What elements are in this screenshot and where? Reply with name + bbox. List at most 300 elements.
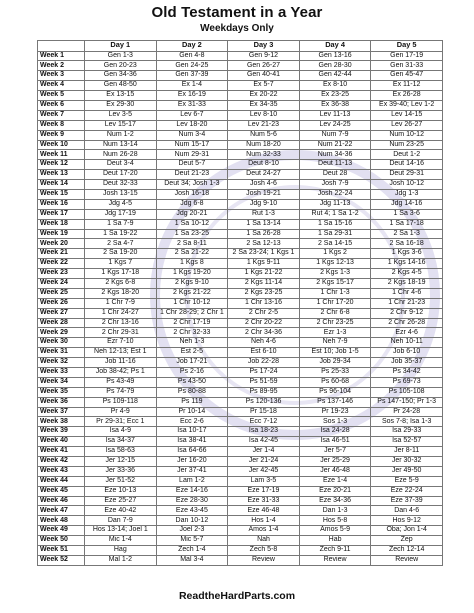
reading-cell-day-5: Ps 69-73: [371, 377, 443, 387]
reading-cell-day-4: Gen 28-30: [299, 61, 371, 71]
reading-cell-day-2: Lev 6-7: [156, 110, 228, 120]
reading-cell-day-4: Isa 24-28: [299, 427, 371, 437]
reading-cell-day-4: Ps 25-33: [299, 368, 371, 378]
reading-cell-day-3: Jer 21-24: [228, 457, 300, 467]
reading-cell-day-4: 2 Sa 14-15: [299, 239, 371, 249]
reading-cell-day-2: Isa 64-66: [156, 447, 228, 457]
week-label: Week 50: [38, 536, 85, 546]
week-label: Week 44: [38, 476, 85, 486]
reading-cell-day-4: Ps 60-68: [299, 377, 371, 387]
table-row: [38, 417, 443, 427]
reading-cell-day-3: 1 Sa 26-28: [228, 229, 300, 239]
reading-cell-day-5: Oba; Jon 1-4: [371, 526, 443, 536]
week-label: Week 22: [38, 259, 85, 269]
table-row: [38, 486, 443, 496]
reading-cell-day-5: Jer 8-11: [371, 447, 443, 457]
reading-cell-day-3: Rut 1-3: [228, 209, 300, 219]
reading-cell-day-1: Mal 1-2: [85, 555, 157, 565]
reading-cell-day-3: Josh 19-21: [228, 189, 300, 199]
reading-cell-day-5: Dan 4-6: [371, 506, 443, 516]
week-label: Week 29: [38, 328, 85, 338]
reading-cell-day-4: Job 29-34: [299, 358, 371, 368]
reading-cell-day-1: 1 Sa 19-22: [85, 229, 157, 239]
reading-cell-day-1: Josh 13-15: [85, 189, 157, 199]
header-day-2: Day 2: [156, 41, 228, 52]
reading-cell-day-2: Jdg 6-8: [156, 199, 228, 209]
reading-cell-day-1: Ps 74-79: [85, 387, 157, 397]
reading-cell-day-4: Rut 4; 1 Sa 1-2: [299, 209, 371, 219]
table-row: [38, 51, 443, 61]
reading-cell-day-5: Job 35-37: [371, 358, 443, 368]
table-row: [38, 170, 443, 180]
table-row: [38, 506, 443, 516]
reading-cell-day-5: Zep: [371, 536, 443, 546]
reading-cell-day-4: Num 21-22: [299, 140, 371, 150]
week-label: Week 15: [38, 189, 85, 199]
table-row: [38, 407, 443, 417]
reading-cell-day-4: Hos 5-8: [299, 516, 371, 526]
week-label: Week 32: [38, 358, 85, 368]
reading-cell-day-5: Num 10-12: [371, 130, 443, 140]
reading-cell-day-1: 1 Kgs 17-18: [85, 269, 157, 279]
week-label: Week 9: [38, 130, 85, 140]
reading-cell-day-3: Eze 46-48: [228, 506, 300, 516]
reading-cell-day-2: Mal 3-4: [156, 555, 228, 565]
table-row: [38, 358, 443, 368]
reading-cell-day-1: Pr 29-31; Ecc 1: [85, 417, 157, 427]
reading-cell-day-1: Ex 29-30: [85, 100, 157, 110]
reading-cell-day-2: Job 17-21: [156, 358, 228, 368]
reading-cell-day-5: Gen 45-47: [371, 71, 443, 81]
table-row: [38, 239, 443, 249]
table-row: [38, 278, 443, 288]
reading-cell-day-3: Est 6-10: [228, 348, 300, 358]
reading-cell-day-5: Neh 10-11: [371, 338, 443, 348]
week-label: Week 28: [38, 318, 85, 328]
reading-cell-day-3: 1 Kgs 21-22: [228, 269, 300, 279]
reading-cell-day-4: Josh 7-9: [299, 180, 371, 190]
table-row: [38, 397, 443, 407]
reading-cell-day-1: Jer 33-36: [85, 466, 157, 476]
page-title: Old Testament in a Year: [151, 4, 323, 21]
reading-cell-day-1: Isa 34-37: [85, 437, 157, 447]
reading-cell-day-3: Num 18-20: [228, 140, 300, 150]
reading-cell-day-1: Gen 34-36: [85, 71, 157, 81]
reading-cell-day-1: Num 1-2: [85, 130, 157, 140]
week-label: Week 3: [38, 71, 85, 81]
reading-cell-day-3: Gen 40-41: [228, 71, 300, 81]
reading-cell-day-2: Joel 2-3: [156, 526, 228, 536]
reading-cell-day-4: Hab: [299, 536, 371, 546]
reading-cell-day-5: 2 Sa 1-3: [371, 229, 443, 239]
reading-cell-day-2: Deut 21-23: [156, 170, 228, 180]
week-label: Week 48: [38, 516, 85, 526]
table-row: [38, 180, 443, 190]
reading-cell-day-3: 2 Kgs 11-14: [228, 278, 300, 288]
reading-cell-day-4: Isa 46-51: [299, 437, 371, 447]
table-row: [38, 91, 443, 101]
reading-cell-day-4: Zech 9-11: [299, 546, 371, 556]
reading-cell-day-2: Dan 10-12: [156, 516, 228, 526]
reading-cell-day-2: Lev 18-20: [156, 120, 228, 130]
reading-cell-day-3: Jer 42-45: [228, 466, 300, 476]
reading-cell-day-4: Lev 11-13: [299, 110, 371, 120]
table-row: [38, 377, 443, 387]
reading-cell-day-2: 1 Sa 10-12: [156, 219, 228, 229]
reading-cell-day-4: 1 Chr 17-20: [299, 298, 371, 308]
reading-cell-day-2: Num 29-31: [156, 150, 228, 160]
reading-cell-day-4: Jdg 11-13: [299, 199, 371, 209]
table-row: [38, 496, 443, 506]
reading-cell-day-3: Ex 20-22: [228, 91, 300, 101]
reading-cell-day-2: Deut 34; Josh 1-3: [156, 180, 228, 190]
reading-cell-day-4: Ex 8-10: [299, 81, 371, 91]
reading-cell-day-5: Ps 105-108: [371, 387, 443, 397]
reading-cell-day-3: Neh 4-6: [228, 338, 300, 348]
week-label: Week 25: [38, 288, 85, 298]
reading-cell-day-3: Lev 8-10: [228, 110, 300, 120]
reading-cell-day-5: Review: [371, 555, 443, 565]
reading-cell-day-4: Amos 5-9: [299, 526, 371, 536]
week-label: Week 51: [38, 546, 85, 556]
reading-cell-day-5: Zech 12-14: [371, 546, 443, 556]
table-row: [38, 140, 443, 150]
reading-cell-day-2: 2 Sa 8-11: [156, 239, 228, 249]
reading-cell-day-1: Jer 12-15: [85, 457, 157, 467]
reading-cell-day-5: Isa 52-57: [371, 437, 443, 447]
reading-cell-day-4: Ezr 1-3: [299, 328, 371, 338]
reading-cell-day-2: Isa 38-41: [156, 437, 228, 447]
reading-cell-day-3: Ps 17-24: [228, 368, 300, 378]
table-row: [38, 536, 443, 546]
reading-cell-day-5: Eze 37-39: [371, 496, 443, 506]
reading-cell-day-1: Deut 32-33: [85, 180, 157, 190]
reading-cell-day-3: Gen 9-12: [228, 51, 300, 61]
reading-cell-day-1: Eze 10-13: [85, 486, 157, 496]
table-row: [38, 288, 443, 298]
reading-cell-day-2: 1 Sa 23-25: [156, 229, 228, 239]
reading-cell-day-2: Gen 4-8: [156, 51, 228, 61]
reading-cell-day-1: Eze 40-42: [85, 506, 157, 516]
reading-cell-day-3: Ecc 7-12: [228, 417, 300, 427]
reading-cell-day-2: Ps 2-16: [156, 368, 228, 378]
reading-cell-day-4: Lev 24-25: [299, 120, 371, 130]
reading-cell-day-5: 1 Chr 21-23: [371, 298, 443, 308]
reading-cell-day-3: Gen 26-27: [228, 61, 300, 71]
reading-cell-day-1: Gen 20-23: [85, 61, 157, 71]
week-label: Week 36: [38, 397, 85, 407]
week-label: Week 1: [38, 51, 85, 61]
reading-cell-day-3: 1 Sa 13-14: [228, 219, 300, 229]
reading-cell-day-3: Josh 4-6: [228, 180, 300, 190]
week-label: Week 20: [38, 239, 85, 249]
week-label: Week 12: [38, 160, 85, 170]
reading-cell-day-4: 1 Kgs 12-13: [299, 259, 371, 269]
reading-cell-day-4: Jer 5-7: [299, 447, 371, 457]
table-row: [38, 199, 443, 209]
table-row: [38, 219, 443, 229]
week-label: Week 35: [38, 387, 85, 397]
schedule-body: [38, 51, 443, 565]
week-label: Week 26: [38, 298, 85, 308]
table-row: [38, 318, 443, 328]
table-row: [38, 249, 443, 259]
reading-cell-day-5: 1 Sa 3-6: [371, 209, 443, 219]
reading-cell-day-4: Num 7-9: [299, 130, 371, 140]
reading-cell-day-4: Jer 46-48: [299, 466, 371, 476]
week-label: Week 42: [38, 457, 85, 467]
reading-cell-day-2: Deut 5-7: [156, 160, 228, 170]
table-row: [38, 160, 443, 170]
week-label: Week 4: [38, 81, 85, 91]
reading-cell-day-3: Job 22-28: [228, 358, 300, 368]
reading-cell-day-5: Jdg 14-16: [371, 199, 443, 209]
reading-cell-day-5: Gen 31-33: [371, 61, 443, 71]
table-row: [38, 546, 443, 556]
table-row: [38, 71, 443, 81]
reading-cell-day-2: Num 3-4: [156, 130, 228, 140]
reading-cell-day-2: 2 Sa 21-22: [156, 249, 228, 259]
reading-cell-day-1: Gen 1-3: [85, 51, 157, 61]
reading-cell-day-1: Lev 3-5: [85, 110, 157, 120]
reading-cell-day-2: 1 Kgs 19-20: [156, 269, 228, 279]
reading-cell-day-2: Eze 43-45: [156, 506, 228, 516]
table-row: [38, 348, 443, 358]
reading-cell-day-3: Ps 51-59: [228, 377, 300, 387]
week-label: Week 47: [38, 506, 85, 516]
table-row: [38, 427, 443, 437]
table-row: [38, 516, 443, 526]
header-day-5: Day 5: [371, 41, 443, 52]
reading-cell-day-4: Neh 7-9: [299, 338, 371, 348]
reading-cell-day-1: Hag: [85, 546, 157, 556]
reading-cell-day-5: Lev 26-27: [371, 120, 443, 130]
week-label: Week 41: [38, 447, 85, 457]
reading-cell-day-3: Ex 34-35: [228, 100, 300, 110]
reading-cell-day-1: Neh 12-13; Est 1: [85, 348, 157, 358]
reading-cell-day-2: Ps 80-88: [156, 387, 228, 397]
reading-cell-day-4: Eze 34-36: [299, 496, 371, 506]
week-label: Week 23: [38, 269, 85, 279]
week-label: Week 33: [38, 368, 85, 378]
week-label: Week 34: [38, 377, 85, 387]
reading-cell-day-4: Ex 23-25: [299, 91, 371, 101]
reading-cell-day-2: Num 15-17: [156, 140, 228, 150]
reading-cell-day-1: 2 Kgs 6-8: [85, 278, 157, 288]
header-day-4: Day 4: [299, 41, 371, 52]
reading-cell-day-2: Pr 10-14: [156, 407, 228, 417]
footer-site: ReadtheHardParts.com: [178, 590, 296, 602]
reading-cell-day-4: Dan 1-3: [299, 506, 371, 516]
reading-cell-day-2: Ex 31-33: [156, 100, 228, 110]
week-label: Week 30: [38, 338, 85, 348]
week-label: Week 37: [38, 407, 85, 417]
reading-cell-day-5: 2 Kgs 4-5: [371, 269, 443, 279]
week-label: Week 43: [38, 466, 85, 476]
reading-cell-day-1: Jdg 17-19: [85, 209, 157, 219]
reading-cell-day-2: Ex 16-19: [156, 91, 228, 101]
reading-cell-day-4: Gen 42-44: [299, 71, 371, 81]
reading-cell-day-3: Num 32-33: [228, 150, 300, 160]
reading-cell-day-1: 1 Sa 7-9: [85, 219, 157, 229]
table-row: [38, 555, 443, 565]
reading-cell-day-1: Deut 17-20: [85, 170, 157, 180]
reading-cell-day-4: Est 10; Job 1-5: [299, 348, 371, 358]
reading-cell-day-5: Deut 1-2: [371, 150, 443, 160]
table-row: [38, 100, 443, 110]
reading-cell-day-5: Ex 26-28: [371, 91, 443, 101]
table-row: [38, 447, 443, 457]
reading-cell-day-1: Eze 25-27: [85, 496, 157, 506]
week-label: Week 24: [38, 278, 85, 288]
reading-cell-day-2: Lam 1-2: [156, 476, 228, 486]
table-row: [38, 130, 443, 140]
table-row: [38, 437, 443, 447]
reading-cell-day-4: Eze 20-21: [299, 486, 371, 496]
week-label: Week 19: [38, 229, 85, 239]
reading-cell-day-1: 2 Chr 13-16: [85, 318, 157, 328]
reading-cell-day-1: Ezr 7-10: [85, 338, 157, 348]
reading-cell-day-1: Isa 58-63: [85, 447, 157, 457]
week-label: Week 14: [38, 180, 85, 190]
table-row: [38, 476, 443, 486]
reading-cell-day-1: Dan 7-9: [85, 516, 157, 526]
week-label: Week 38: [38, 417, 85, 427]
reading-cell-day-2: Jdg 20-21: [156, 209, 228, 219]
reading-cell-day-3: Ps 120-136: [228, 397, 300, 407]
reading-cell-day-4: 1 Kgs 2: [299, 249, 371, 259]
table-row: [38, 269, 443, 279]
reading-cell-day-4: 2 Kgs 1-3: [299, 269, 371, 279]
reading-cell-day-4: Ps 96-104: [299, 387, 371, 397]
reading-cell-day-1: Job 11-16: [85, 358, 157, 368]
reading-cell-day-3: Deut 8-10: [228, 160, 300, 170]
reading-cell-day-2: 2 Chr 32-33: [156, 328, 228, 338]
reading-cell-day-1: Num 26-28: [85, 150, 157, 160]
reading-cell-day-5: 1 Kgs 3-6: [371, 249, 443, 259]
reading-cell-day-2: 2 Kgs 9-10: [156, 278, 228, 288]
reading-cell-day-5: Ex 39-40; Lev 1-2: [371, 100, 443, 110]
table-row: [38, 338, 443, 348]
reading-cell-day-1: 2 Sa 19-20: [85, 249, 157, 259]
table-row: [38, 328, 443, 338]
reading-cell-day-3: Deut 24-27: [228, 170, 300, 180]
reading-cell-day-1: Num 13-14: [85, 140, 157, 150]
week-label: Week 11: [38, 150, 85, 160]
page-subtitle: Weekdays Only: [200, 23, 274, 34]
reading-cell-day-2: 2 Chr 17-19: [156, 318, 228, 328]
reading-cell-day-2: Mic 5-7: [156, 536, 228, 546]
table-row: [38, 259, 443, 269]
reading-cell-day-5: Lev 14-15: [371, 110, 443, 120]
table-row: [38, 61, 443, 71]
table-row: [38, 387, 443, 397]
reading-cell-day-4: 1 Chr 1-3: [299, 288, 371, 298]
reading-cell-day-2: Zech 1-4: [156, 546, 228, 556]
reading-cell-day-2: 1 Chr 10-12: [156, 298, 228, 308]
reading-cell-day-1: Ps 43-49: [85, 377, 157, 387]
reading-cell-day-3: Hos 1-4: [228, 516, 300, 526]
reading-cell-day-3: Jer 1-4: [228, 447, 300, 457]
reading-cell-day-4: Ps 137-146: [299, 397, 371, 407]
header-day-3: Day 3: [228, 41, 300, 52]
reading-cell-day-4: Josh 22-24: [299, 189, 371, 199]
reading-cell-day-2: Isa 10-17: [156, 427, 228, 437]
reading-cell-day-5: Hos 9-12: [371, 516, 443, 526]
reading-cell-day-1: Ps 109-118: [85, 397, 157, 407]
reading-cell-day-5: Gen 17-19: [371, 51, 443, 61]
reading-cell-day-2: 2 Kgs 21-22: [156, 288, 228, 298]
week-label: Week 10: [38, 140, 85, 150]
week-label: Week 31: [38, 348, 85, 358]
week-label: Week 7: [38, 110, 85, 120]
table-row: [38, 457, 443, 467]
reading-cell-day-3: Jdg 9-10: [228, 199, 300, 209]
reading-cell-day-3: Ex 5-7: [228, 81, 300, 91]
reading-cell-day-3: 2 Sa 23-24; 1 Kgs 1: [228, 249, 300, 259]
reading-cell-day-5: Ps 34-42: [371, 368, 443, 378]
reading-cell-day-2: 1 Kgs 8: [156, 259, 228, 269]
reading-cell-day-5: Isa 29-33: [371, 427, 443, 437]
week-label: Week 27: [38, 308, 85, 318]
week-label: Week 2: [38, 61, 85, 71]
table-row: [38, 81, 443, 91]
reading-cell-day-5: 1 Chr 4-6: [371, 288, 443, 298]
header-day-1: Day 1: [85, 41, 157, 52]
reading-cell-day-1: Ex 13-15: [85, 91, 157, 101]
reading-cell-day-4: Pr 19-23: [299, 407, 371, 417]
reading-cell-day-2: Josh 16-18: [156, 189, 228, 199]
week-label: Week 21: [38, 249, 85, 259]
reading-cell-day-5: Sos 7-8; Isa 1-3: [371, 417, 443, 427]
table-row: [38, 110, 443, 120]
table-row: [38, 189, 443, 199]
reading-cell-day-5: 1 Kgs 14-16: [371, 259, 443, 269]
reading-cell-day-4: Jer 25-29: [299, 457, 371, 467]
reading-cell-day-4: Gen 13-16: [299, 51, 371, 61]
reading-cell-day-1: Lev 15-17: [85, 120, 157, 130]
reading-cell-day-3: 2 Chr 20-22: [228, 318, 300, 328]
reading-cell-day-5: Josh 10-12: [371, 180, 443, 190]
reading-cell-day-1: 2 Kgs 18-20: [85, 288, 157, 298]
reading-cell-day-1: Hos 13-14; Joel 1: [85, 526, 157, 536]
reading-cell-day-5: Ps 147-150; Pr 1-3: [371, 397, 443, 407]
week-label: Week 16: [38, 199, 85, 209]
reading-cell-day-4: 1 Sa 29-31: [299, 229, 371, 239]
reading-cell-day-4: Deut 28: [299, 170, 371, 180]
week-label: Week 6: [38, 100, 85, 110]
table-row: [38, 368, 443, 378]
reading-cell-day-3: Amos 1-4: [228, 526, 300, 536]
reading-cell-day-5: Ezr 4-6: [371, 328, 443, 338]
week-label: Week 52: [38, 555, 85, 565]
reading-cell-day-3: Eze 31-33: [228, 496, 300, 506]
header-row: [38, 41, 443, 52]
header-week: [38, 41, 85, 52]
reading-cell-day-3: Ps 89-95: [228, 387, 300, 397]
reading-cell-day-2: Ps 119: [156, 397, 228, 407]
reading-cell-day-3: 2 Kgs 23-25: [228, 288, 300, 298]
reading-cell-day-5: Deut 29-31: [371, 170, 443, 180]
reading-cell-day-5: Num 23-25: [371, 140, 443, 150]
reading-cell-day-5: 1 Sa 17-18: [371, 219, 443, 229]
week-label: Week 5: [38, 91, 85, 101]
table-row: [38, 298, 443, 308]
reading-cell-day-2: Eze 28-30: [156, 496, 228, 506]
week-label: Week 39: [38, 427, 85, 437]
reading-cell-day-3: 2 Chr 34-36: [228, 328, 300, 338]
reading-cell-day-3: Lev 21-23: [228, 120, 300, 130]
